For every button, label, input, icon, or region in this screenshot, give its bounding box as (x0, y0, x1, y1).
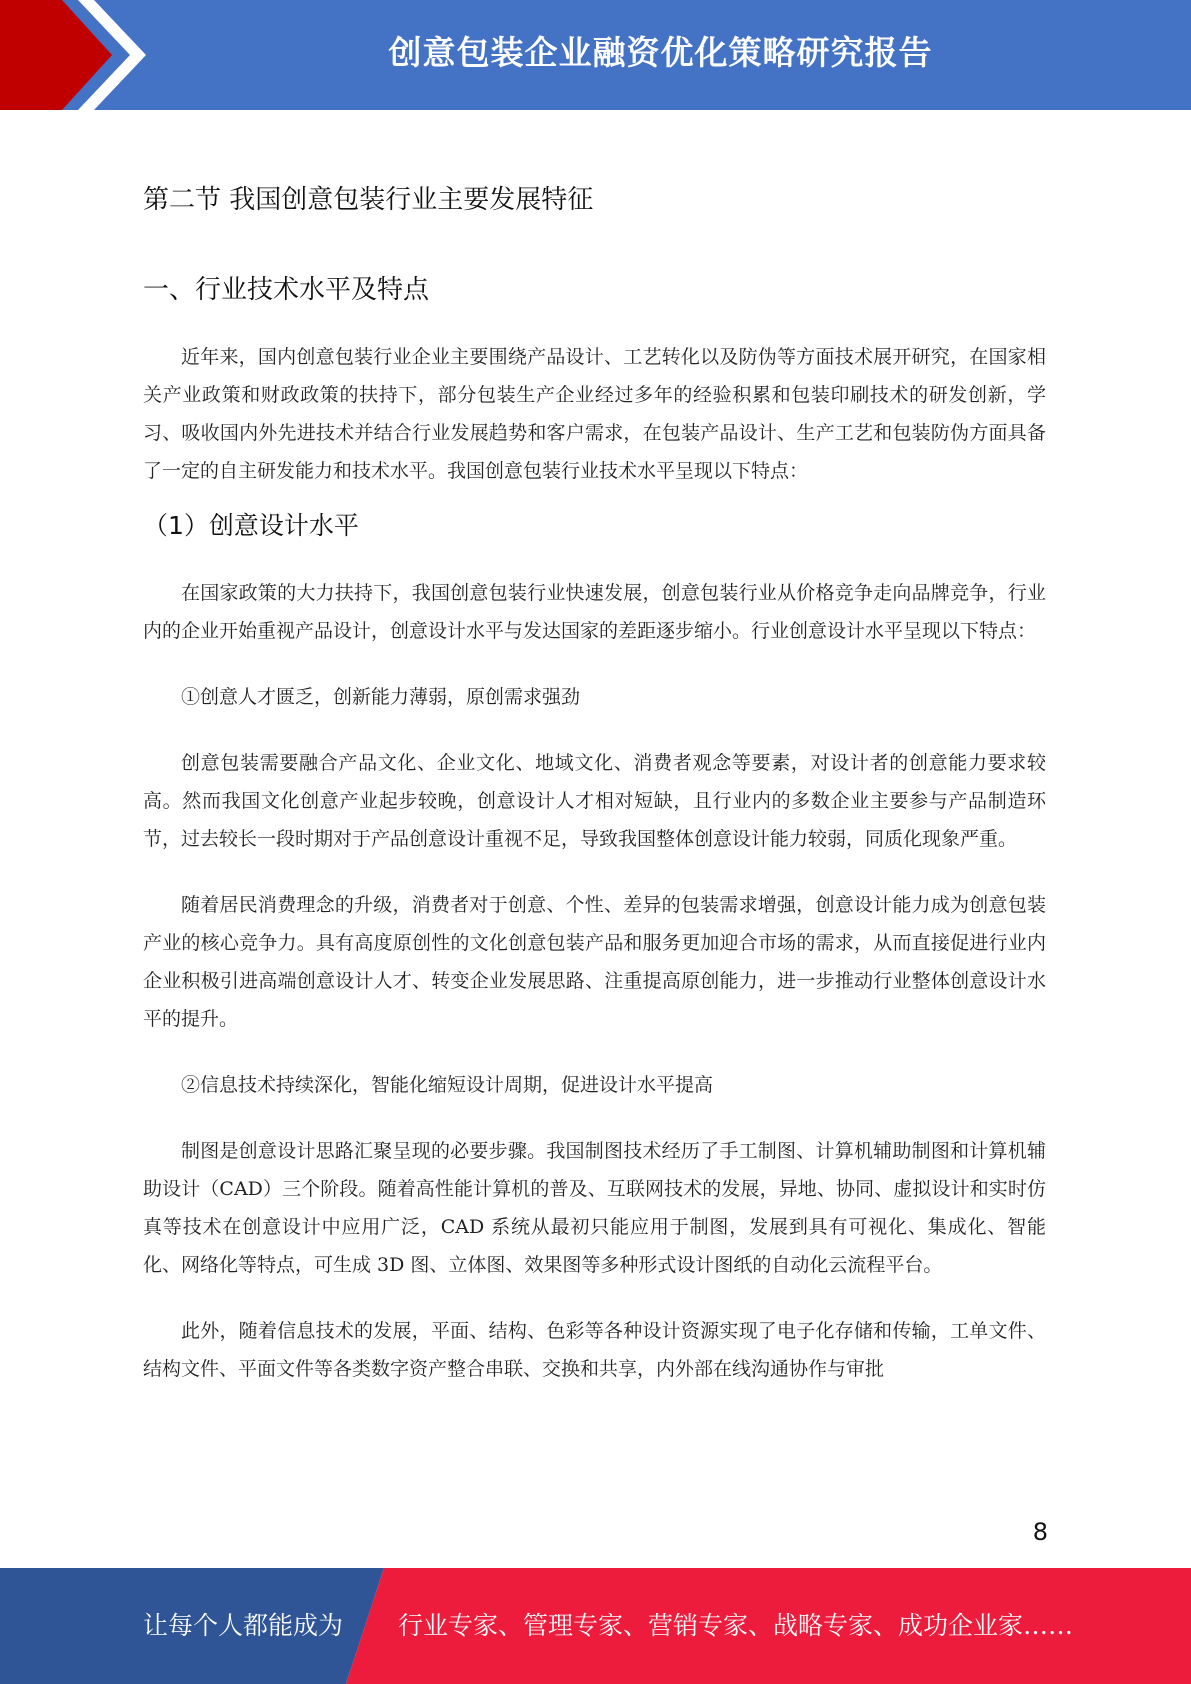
paragraph-creative-design: 在国家政策的大力扶持下，我国创意包装行业快速发展，创意包装行业从价格竞争走向品牌竞争，行业内的企业开始重视产品设计，创意设计水平与发达国家的差距逐步缩小。行业创意设计水平呈现以下特点： (143, 582, 1046, 642)
paragraph-intro: 近年来，国内创意包装行业企业主要围绕产品设计、工艺转化以及防伪等方面技术展开研究，在国家相关产业政策和财政政策的扶持下，部分包装生产企业经过多年的经验积累和包装印刷技术的研发创新，学习、吸收国内外先进技术并结合行业发展趋势和客户需求，在包装产品设计、生产工艺和包装防伪方面具备了一定的自主研发能力和技术水平。我国创意包装行业技术水平呈现以下特点： (143, 346, 1046, 482)
paragraph-talent-shortage: 创意包装需要融合产品文化、企业文化、地域文化、消费者观念等要素，对设计者的创意能力要求较高。然而我国文化创意产业起步较晚，创意设计人才相对短缺，且行业内的多数企业主要参与产品制造环节，过去较长一段时期对于产品创意设计重视不足，导致我国整体创意设计能力较弱，同质化现象严重。 (143, 752, 1046, 850)
heading-technology-level: 一、行业技术水平及特点 (143, 275, 430, 305)
footer-slogan-right: 行业专家、管理专家、营销专家、战略专家、成功企业家…… (398, 1611, 1074, 1640)
header-title: 创意包装企业融资优化策略研究报告 (388, 33, 933, 72)
point-talent-shortage: ①创意人才匮乏，创新能力薄弱，原创需求强劲 (181, 686, 581, 708)
heading-creative-design-level: （1）创意设计水平 (143, 511, 359, 540)
document-body (143, 170, 1046, 1388)
page-footer (0, 1568, 1191, 1684)
paragraph-cad-drawing: 制图是创意设计思路汇聚呈现的必要步骤。我国制图技术经历了手工制图、计算机辅助制图和计算机辅助设计（CAD）三个阶段。随着高性能计算机的普及、互联网技术的发展，异地、协同、虚拟设计和实时仿真等技术在创意设计中应用广泛，CAD 系统从最初只能应用于制图，发展到具有可视化、集成化、智能化、网络化等特点，可生成 3D 图、立体图、效果图等多种形式设计图纸的自动化云流程平台。 (143, 1140, 1046, 1276)
section-title: 第二节 我国创意包装行业主要发展特征 (143, 185, 594, 215)
point-information-technology: ②信息技术持续深化，智能化缩短设计周期，促进设计水平提高 (181, 1074, 714, 1096)
page-header (0, 0, 1191, 110)
footer-slogan-left: 让每个人都能成为 (143, 1611, 344, 1640)
paragraph-digital-assets: 此外，随着信息技术的发展，平面、结构、色彩等各种设计资源实现了电子化存储和传输，工单文件、结构文件、平面文件等各类数字资产整合串联、交换和共享，内外部在线沟通协作与审批 (143, 1320, 1046, 1380)
page-number: 8 (1032, 1518, 1048, 1546)
paragraph-consumer-upgrade: 随着居民消费理念的升级，消费者对于创意、个性、差异的包装需求增强，创意设计能力成为创意包装产业的核心竞争力。具有高度原创性的文化创意包装产品和服务更加迎合市场的需求，从而直接促进行业内企业积极引进高端创意设计人才、转变企业发展思路、注重提高原创能力，进一步推动行业整体创意设计水平的提升。 (143, 894, 1046, 1030)
